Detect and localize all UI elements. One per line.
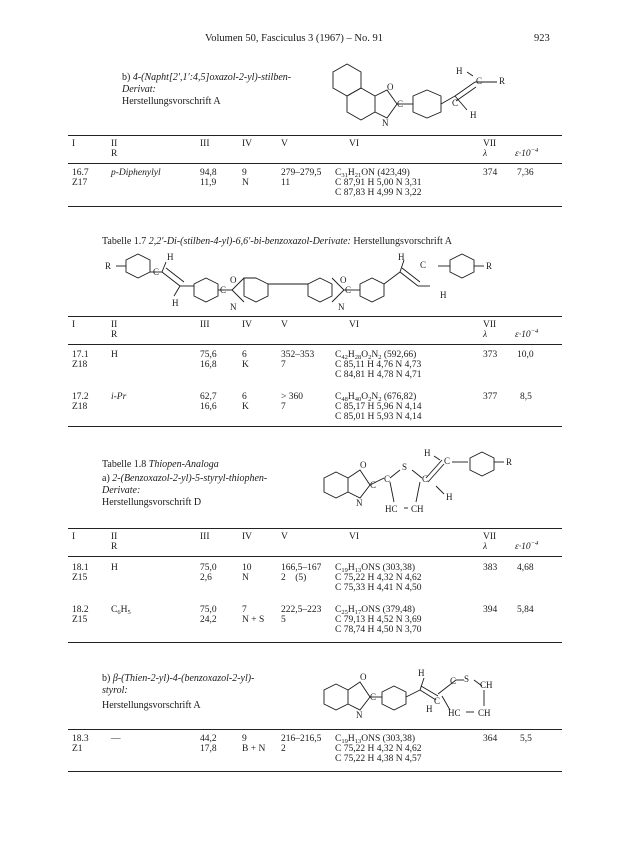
svg-text:CH: CH [480, 680, 493, 690]
svg-text:CH: CH [411, 504, 424, 514]
section3-method: Herstellungsvorschrift D [102, 497, 202, 508]
section2-title: Tabelle 1.7 2,2′-Di-(stilben-4-yl)-6,6′-bi-benzoxazol-Derivate: Herstellungsvorschrift A [102, 236, 452, 247]
table-rule [68, 528, 562, 529]
svg-text:O: O [360, 460, 367, 470]
svg-text:H: H [424, 448, 431, 458]
svg-text:N: N [356, 498, 363, 508]
svg-text:H: H [440, 290, 447, 300]
section1-title: b) 4-(Napht[2′,1′:4,5]oxazol-2-yl)-stilben- [122, 72, 292, 83]
svg-text:HC: HC [448, 708, 461, 718]
svg-text:R: R [105, 261, 112, 271]
table-rule [68, 135, 562, 136]
svg-text:C: C [370, 692, 377, 702]
section4-title-cont: styrol: [102, 685, 128, 696]
svg-text:R: R [499, 76, 506, 86]
svg-text:S: S [402, 462, 408, 472]
svg-text:H: H [456, 66, 463, 76]
svg-text:H: H [172, 298, 179, 308]
svg-text:H: H [446, 492, 453, 502]
svg-text:R: R [486, 261, 493, 271]
svg-text:H: H [167, 252, 174, 262]
svg-text:C: C [444, 456, 451, 466]
thienyl-benzoxazolyl-styrol-structure [318, 664, 548, 726]
svg-text:O: O [360, 672, 367, 682]
svg-text:C: C [220, 285, 227, 295]
svg-text:O: O [230, 275, 237, 285]
svg-text:R: R [506, 457, 513, 467]
svg-text:H: H [426, 704, 433, 714]
svg-text:N: N [338, 302, 345, 312]
table-rule [68, 642, 562, 643]
svg-text:H: H [470, 110, 477, 120]
svg-text:H: H [418, 668, 425, 678]
table-rule [68, 316, 562, 317]
svg-text:N: N [230, 302, 237, 312]
table-rule [68, 729, 562, 730]
svg-text:O: O [340, 275, 347, 285]
section1-method: Herstellungsvorschrift A [122, 96, 221, 107]
svg-text:C: C [452, 98, 459, 108]
svg-text:C: C [384, 474, 391, 484]
svg-text:C: C [345, 285, 352, 295]
table-rule [68, 426, 562, 427]
section3-subtitle-cont: Derivate: [102, 485, 141, 496]
section4-method: Herstellungsvorschrift A [102, 700, 201, 711]
bi-benzoxazol-stilbene-structure [100, 248, 540, 312]
svg-text:N: N [382, 118, 389, 128]
svg-text:C: C [397, 99, 404, 109]
section3-subtitle: a) 2-(Benzoxazol-2-yl)-5-styryl-thiophen- [102, 473, 268, 484]
section3-title: Tabelle 1.8 Thiopen-Analoga [102, 459, 219, 470]
naphthoxazolyl-stilbene-structure [325, 56, 545, 132]
table-rule [68, 163, 562, 164]
table-rule [68, 771, 562, 772]
table-rule [68, 206, 562, 207]
benzoxazolyl-styryl-thiophene-structure [318, 440, 548, 518]
table-rule [68, 344, 562, 345]
svg-text:N: N [356, 710, 363, 720]
svg-text:C: C [153, 267, 160, 277]
svg-text:S: S [464, 674, 470, 684]
svg-text:O: O [387, 82, 394, 92]
table-rule [68, 556, 562, 557]
section1-title-cont: Derivat: [122, 84, 156, 95]
journal-header: Volumen 50, Fasciculus 3 (1967) – No. 91 [205, 33, 384, 44]
svg-text:CH: CH [478, 708, 491, 718]
page-number: 923 [534, 33, 550, 44]
svg-text:C: C [370, 480, 377, 490]
svg-text:C: C [422, 474, 429, 484]
svg-text:C: C [434, 696, 441, 706]
section4-title: b) β-(Thien-2-yl)-4-(benzoxazol-2-yl)- [102, 673, 255, 684]
svg-text:C: C [450, 676, 457, 686]
svg-text:HC: HC [385, 504, 398, 514]
svg-text:C: C [476, 76, 483, 86]
svg-text:C: C [420, 260, 427, 270]
svg-text:H: H [398, 252, 405, 262]
